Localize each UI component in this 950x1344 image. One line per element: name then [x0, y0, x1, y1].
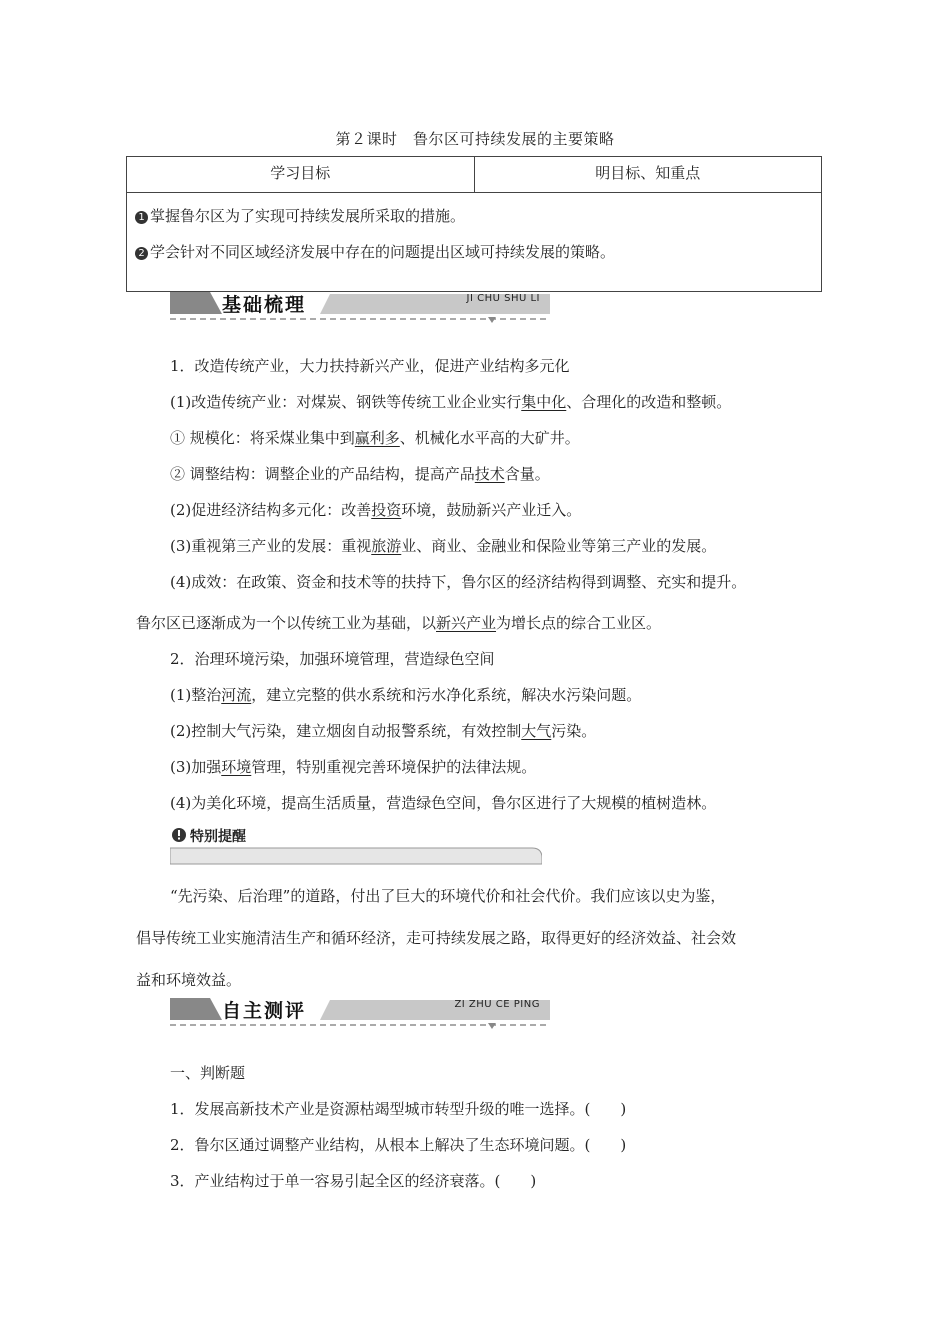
quiz-question: 1．发展高新技术产业是资源枯竭型城市转型升级的唯一选择。( )	[170, 1100, 627, 1118]
part2-item: (4)为美化环境，提高生活质量，营造绿色空间，鲁尔区进行了大规模的植树造林。	[170, 794, 717, 812]
objective-item-1: 1 掌握鲁尔区为了实现可持续发展所采取的措施。	[135, 205, 465, 226]
section-banner-self-test	[170, 996, 550, 1032]
part1-item: (2)促进经济结构多元化：改善投资环境，鼓励新兴产业迁入。	[170, 501, 582, 519]
part2-item: (2)控制大气污染，建立烟囱自动报警系统，有效控制大气污染。	[170, 722, 597, 740]
number-badge-icon: 2	[135, 247, 148, 260]
page-title: 第２课时 鲁尔区可持续发展的主要策略	[335, 130, 615, 148]
objectives-header	[127, 157, 821, 193]
section-pinyin: JI CHU SHU LI	[466, 293, 540, 304]
quiz-question: 2．鲁尔区通过调整产业结构，从根本上解决了生态环境问题。( )	[170, 1136, 627, 1154]
reminder-label: 特别提醒	[190, 829, 246, 845]
part2-heading: 2．治理环境污染，加强环境管理，营造绿色空间	[170, 650, 495, 668]
section-pinyin: ZI ZHU CE PING	[454, 999, 540, 1010]
section-label: 自主测评	[222, 1000, 307, 1022]
section-banner-basics	[170, 290, 550, 326]
objectives-table	[126, 156, 822, 292]
special-reminder	[170, 826, 542, 866]
part1-item: ① 规模化：将采煤业集中到赢利多、机械化水平高的大矿井。	[170, 429, 580, 447]
quiz-question: 3．产业结构过于单一容易引起全区的经济衰落。( )	[170, 1172, 537, 1190]
section-label: 基础梳理	[222, 294, 307, 316]
objectives-col-left: 学习目标	[127, 157, 475, 192]
part1-item: (1)改造传统产业：对煤炭、钢铁等传统工业企业实行集中化、合理化的改造和整顿。	[170, 393, 732, 411]
reminder-text: “先污染、后治理”的道路，付出了巨大的环境代价和社会代价。我们应该以史为鉴，	[170, 887, 726, 905]
quiz-heading: 一、判断题	[170, 1064, 246, 1082]
number-badge-icon: 1	[135, 211, 148, 224]
part1-item: ② 调整结构：调整企业的产品结构，提高产品技术含量。	[170, 465, 550, 483]
part1-item: (3)重视第三产业的发展：重视旅游业、商业、金融业和保险业等第三产业的发展。	[170, 537, 717, 555]
part2-item: (1)整治河流，建立完整的供水系统和污水净化系统，解决水污染问题。	[170, 686, 642, 704]
objectives-col-right: 明目标、知重点	[595, 164, 701, 182]
reminder-text: 倡导传统工业实施清洁生产和循环经济，走可持续发展之路，取得更好的经济效益、社会效	[136, 929, 737, 947]
part1-item: (4)成效：在政策、资金和技术等的扶持下，鲁尔区的经济结构得到调整、充实和提升。	[170, 573, 747, 591]
part1-item: 鲁尔区已逐渐成为一个以传统工业为基础，以新兴产业为增长点的综合工业区。	[136, 614, 662, 632]
reminder-text: 益和环境效益。	[136, 971, 242, 989]
objective-item-2: 2 学会针对不同区域经济发展中存在的问题提出区域可持续发展的策略。	[135, 241, 615, 262]
part2-item: (3)加强环境管理，特别重视完善环境保护的法律法规。	[170, 758, 537, 776]
part1-heading: 1．改造传统产业，大力扶持新兴产业，促进产业结构多元化	[170, 357, 570, 375]
